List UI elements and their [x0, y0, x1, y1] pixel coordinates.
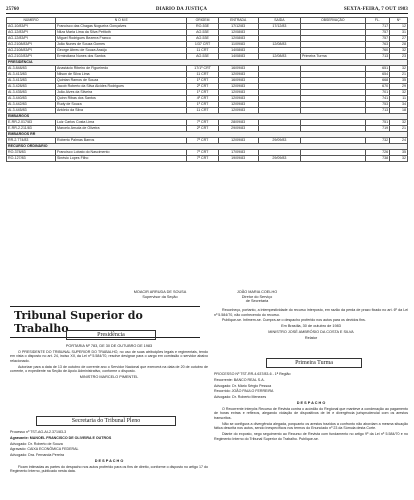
- despacho-heading: D E S P A C H O: [94, 458, 124, 463]
- table-cell: 757: [365, 30, 390, 36]
- paragraph: Publique-se. Intimem-se. Cumpra-se o despacho proferido nos autos para os devidos fins.: [222, 318, 366, 323]
- table-cell: 12/09/83: [218, 90, 258, 96]
- table-cell: 738: [365, 156, 390, 162]
- table-cell: Quinn Ribas dos Santos: [56, 96, 187, 102]
- table-cell: 28: [390, 42, 408, 48]
- table-cell: 17/09/83: [218, 150, 258, 156]
- table-cell: AG-12/83/PI: [7, 36, 56, 42]
- paragraph: Reconheço, portanto, a intempestividade do recurso interposto, em razão da perda de prazo fixado no art. 6º da Lei nº 5.584/70, não conhecendo do recurso.: [214, 308, 408, 317]
- table-cell: 4º CRT: [187, 96, 218, 102]
- table-cell: E-RR-2.017/83: [7, 120, 56, 126]
- table-cell: 12/08/83: [218, 36, 258, 42]
- issue-date: SEXTA-FEIRA, 7 OUT 1983: [343, 7, 408, 12]
- table-cell: João Alves da Silveira: [56, 90, 187, 96]
- table-cell: 753: [365, 102, 390, 108]
- table-cell: Francisco das Chagas Nogueira Gonçalves: [56, 24, 187, 30]
- table-cell: 763: [365, 42, 390, 48]
- table-cell: AI-3.428/83: [7, 84, 56, 90]
- table-cell: 1º CRT: [187, 102, 218, 108]
- col-n: Nº: [390, 18, 408, 24]
- left-column-text: [10, 344, 208, 381]
- table-cell: 670: [365, 84, 390, 90]
- table-cell: 35: [390, 78, 408, 84]
- table-cell: 12/09/83: [218, 102, 258, 108]
- right-column-process: [214, 372, 408, 442]
- table-cell: 12/08/83: [218, 30, 258, 36]
- table-cell: Miguel Rodrigues Bezerra Franco: [56, 36, 187, 42]
- col-origem: ORIGEM: [187, 18, 218, 24]
- table-cell: AI-3.440/83: [7, 96, 56, 102]
- table-cell: AG-10/83/PI: [7, 24, 56, 30]
- table-cell: Francisco Lobato do Nascimento: [56, 150, 187, 156]
- table-cell: AI-3.442/83: [7, 102, 56, 108]
- table-cell: [301, 156, 366, 162]
- table-cell: 31: [390, 30, 408, 36]
- table-cell: 1/37 CRT: [187, 42, 218, 48]
- table-cell: 28/09/83: [218, 120, 258, 126]
- table-cell: AI-3.848/83: [7, 66, 56, 72]
- table-cell: 32: [390, 48, 408, 54]
- col-entrada: ENTRADA: [218, 18, 258, 24]
- process-line: Processo nº TST-AG-AI-2.371/83-3: [10, 430, 67, 434]
- party-line: Agravante: MANOEL FRANCISCO DE OLIVEIRA E OUTROS: [10, 435, 112, 440]
- turma-heading: Primeira Turma: [266, 358, 362, 368]
- table-cell: 2º CRT: [187, 84, 218, 90]
- party-line: Advogado: Dra. Fernanda Pereira: [10, 453, 64, 458]
- table-cell: 760: [365, 48, 390, 54]
- left-column-process: [10, 430, 208, 475]
- col-observacao: OBSERVAÇÃO: [301, 18, 366, 24]
- table-cell: 2º CRT: [187, 126, 218, 132]
- table-cell: 24: [390, 138, 408, 144]
- journal-title: DIARIO DA JUSTIÇA: [155, 7, 208, 12]
- table-cell: 14/08/83: [218, 48, 258, 54]
- table-cell: 18: [390, 108, 408, 114]
- page-header: [6, 4, 408, 14]
- table-cell: 713: [365, 108, 390, 114]
- table-cell: 29/09/83: [218, 126, 258, 132]
- signer-name: MINISTRO JOSÉ AMBRÓSIO DA COSTA E SILVA: [268, 329, 354, 334]
- party-line: Advogado: Dr. Roberto de Souza: [10, 441, 63, 446]
- table-cell: Roberto Palmas Barros: [56, 138, 187, 144]
- paragraph: Não se configura a divergência alegada, porquanto os arestos trazidos a confronto não abordam a mesma situação fática descrita nos autos, sendo inespecíficos nos termos do Enunciado nº 23 da Súmula desta Corte.: [214, 421, 408, 431]
- table-cell: 32: [390, 156, 408, 162]
- table-cell: 19/09/83: [218, 156, 258, 162]
- table-cell: 11/09/83: [218, 42, 258, 48]
- table-cell: AI-3.435/83: [7, 90, 56, 96]
- table-cell: 21: [390, 126, 408, 132]
- table-cell: 17/1º CRT: [187, 66, 218, 72]
- table-cell: AG-2108/83/PI: [7, 42, 56, 48]
- table-cell: 651: [365, 66, 390, 72]
- signer-title: Supervisor da Seção: [142, 294, 178, 299]
- party-line: Advogado: Dr. Mário Sérgio Pessoa: [214, 383, 272, 388]
- table-cell: 11 CRT: [187, 72, 218, 78]
- party-line: Recorrido: JOÃO PAULO FERREIRA: [214, 389, 274, 394]
- paragraph: Autorizar para a data de 13 de outubro de corrente ano o Servidor Nacional que exercerá na data de 20 de outubro de corrente, o expediente na Seção de Apoio Administrativo, conforme o disposto.: [10, 364, 208, 374]
- signer-name: MINISTRO MARCELO PIMENTEL: [79, 375, 139, 380]
- table-cell: 29/09/83: [258, 138, 300, 144]
- table-cell: Luiz Carlos Costa Lima: [56, 120, 187, 126]
- table-cell: Marcelo Arruda de Oliveira: [56, 126, 187, 132]
- table-cell: Nilson de Silva Lima: [56, 72, 187, 78]
- section-label: RECURSO ORDINÁRIO: [7, 144, 408, 150]
- table-cell: 717: [365, 24, 390, 30]
- table-cell: AG-12/83/PI: [7, 30, 56, 36]
- table-cell: 7º CRT: [187, 156, 218, 162]
- table-cell: AG-2108/83/PI: [7, 48, 56, 54]
- table-cell: 701: [365, 90, 390, 96]
- table-cell: 751: [365, 120, 390, 126]
- table-cell: 17/12/83: [258, 24, 300, 30]
- table-cell: 12/08/83: [258, 42, 300, 48]
- distribution-table: [6, 17, 408, 162]
- table-cell: 16/09/83: [218, 66, 258, 72]
- table-cell: 29/09/83: [258, 156, 300, 162]
- table-cell: 1º CRT: [187, 78, 218, 84]
- signature-right: [212, 290, 302, 304]
- table-cell: George Abreu de Souza Araújo: [56, 48, 187, 54]
- table-cell: AO-53E: [187, 30, 218, 36]
- place-date: Em Brasília, 30 de outubro de 1983: [281, 324, 341, 329]
- table-cell: AO-53E: [187, 54, 218, 60]
- table-cell: 16/09/83: [218, 78, 258, 84]
- table-cell: Jacob Roberto da Silva Alcides Rodrigues: [56, 84, 187, 90]
- table-cell: Antônio da Silva: [56, 108, 187, 114]
- table-cell: AG-2102/83/PI: [7, 54, 56, 60]
- table-cell: 29: [390, 84, 408, 90]
- party-line: Recorrente: BANCO REAL S.A.: [214, 377, 265, 382]
- table-row: [7, 156, 408, 162]
- col-numero: NÚMERO: [7, 18, 56, 24]
- signer-name: JOÃO MARIA COELHO: [236, 290, 278, 294]
- table-cell: 726: [365, 150, 390, 156]
- table-cell: Primeira Turma: [301, 54, 366, 60]
- table-cell: 12/09/83: [218, 108, 258, 114]
- paragraph: Ficam intimadas as partes do despacho nos autos proferido para os fins de direito, conforme o disposto no artigo 17 do Regimento Interno, publicado nesta data.: [10, 464, 208, 474]
- table-cell: AI-3.413/83: [7, 72, 56, 78]
- table-cell: 11 CRT: [187, 48, 218, 54]
- table-cell: 23: [390, 54, 408, 60]
- table-cell: Ermindiana Nunes dos Santos: [56, 54, 187, 60]
- table-cell: Rudy de Souza: [56, 102, 187, 108]
- table-cell: 654: [365, 72, 390, 78]
- table-cell: João Nunes de Souza Gomes: [56, 42, 187, 48]
- section-label: EMBARGOS RR: [7, 132, 408, 138]
- table-cell: 11: [390, 96, 408, 102]
- table-cell: 12/09/83: [218, 96, 258, 102]
- paragraph: Diante do exposto, nego seguimento ao Recurso de Revista com fundamento no artigo 9º da Lei nº 5.584/70 e no Regimento Interno do Tribunal Superior do Trabalho. Publique-se.: [214, 432, 408, 441]
- table-cell: RR-2.774/83: [7, 138, 56, 144]
- table-body: [7, 24, 408, 162]
- table-cell: 32: [390, 120, 408, 126]
- table-cell: 12/09/83: [218, 84, 258, 90]
- col-nome: N O M E: [56, 18, 187, 24]
- table-cell: AI-3.413/83: [7, 78, 56, 84]
- table-cell: 757: [365, 36, 390, 42]
- party-line: Agravado: CAIXA ECONÔMICA FEDERAL: [10, 447, 79, 452]
- table-cell: 32: [390, 90, 408, 96]
- table-cell: RO-53E: [187, 24, 218, 30]
- signer-title: Relator: [304, 335, 318, 340]
- page-number: 25760: [6, 7, 19, 12]
- col-saida: SAÍDA: [258, 18, 300, 24]
- table-cell: 7º CRT: [187, 120, 218, 126]
- portaria-heading: PORTARIA Nº 783, DE 30 DE OUTUBRO DE 1983: [65, 344, 153, 348]
- table-cell: 12: [390, 24, 408, 30]
- col-fl: FL.: [365, 18, 390, 24]
- table-cell: AI-3.445/83: [7, 108, 56, 114]
- secretary-heading: Secretaria do Tribunal Pleno: [36, 416, 176, 426]
- despacho-heading: D E S P A C H O: [296, 400, 326, 405]
- table-cell: 32: [390, 66, 408, 72]
- table-cell: 34: [390, 102, 408, 108]
- table-cell: 7º CRT: [187, 150, 218, 156]
- table-cell: 21: [390, 72, 408, 78]
- table-cell: 732: [365, 138, 390, 144]
- table-cell: 17/12/83: [218, 24, 258, 30]
- presidency-heading: Presidência: [66, 330, 156, 340]
- party-line: Advogado: Dr. Roberto Menezes: [214, 395, 267, 400]
- paragraph: O Recorrente interpôs Recurso de Revista contra o acórdão do Regional que manteve a condenação ao pagamento de horas extras e reflexos, alegando violação de dispositivos de lei e divergência jurisprudencial com os arestos transcritos.: [214, 406, 408, 420]
- right-column-text: [214, 308, 408, 342]
- section-label: EMBARGOS: [7, 114, 408, 120]
- table-cell: E-RR-2.211/83: [7, 126, 56, 132]
- table-cell: RO-127/83: [7, 156, 56, 162]
- table-cell: Quintan Ramos de Souza: [56, 78, 187, 84]
- paragraph: O PRESIDENTE DO TRIBUNAL SUPERIOR DO TRABALHO, no uso de suas atribuições legais e regimentais, tendo em vista o disposto no art. 24, inciso XII, da Lei nº 5.584/70, resolve designar para o cargo em comissão o servidor abaixo relacionado.: [10, 349, 208, 363]
- table-cell: 7º CRT: [187, 138, 218, 144]
- table-cell: 719: [365, 126, 390, 132]
- signer-title: Diretor do Serviço: [241, 294, 273, 299]
- table-cell: AO-53E: [187, 36, 218, 42]
- signer-subtitle: de Secretaria: [245, 299, 269, 303]
- table-cell: 11 CRT: [187, 108, 218, 114]
- table-cell: 12/08/83: [258, 54, 300, 60]
- section-label: PRESIDÊNCIA: [7, 60, 408, 66]
- signer-name: MOACIR ARRUDA DE SOUSA: [133, 290, 187, 294]
- table-cell: 12/09/83: [218, 72, 258, 78]
- signature-left: [120, 290, 200, 299]
- court-title: Tribunal Superior do Trabalho: [10, 306, 200, 338]
- table-cell: 668: [365, 78, 390, 84]
- process-line: PROCESSO Nº TST-RR-4.637/83-6 - 1ª Região: [214, 372, 291, 376]
- table-cell: 35: [390, 150, 408, 156]
- table-cell: Sinésio Lopes Filho: [56, 156, 187, 162]
- table-cell: 1º CRT: [187, 90, 218, 96]
- table-cell: 12/09/83: [218, 138, 258, 144]
- table-cell: RO-378/83: [7, 150, 56, 156]
- table-cell: 27: [390, 36, 408, 42]
- table-cell: 14/08/83: [218, 54, 258, 60]
- table-cell: Anastácio Ribeiro de Figueiredo: [56, 66, 187, 72]
- table-cell: Nilza Maria Lima da Silva Petitoth: [56, 30, 187, 36]
- table-cell: 713: [365, 54, 390, 60]
- table-cell: 741: [365, 96, 390, 102]
